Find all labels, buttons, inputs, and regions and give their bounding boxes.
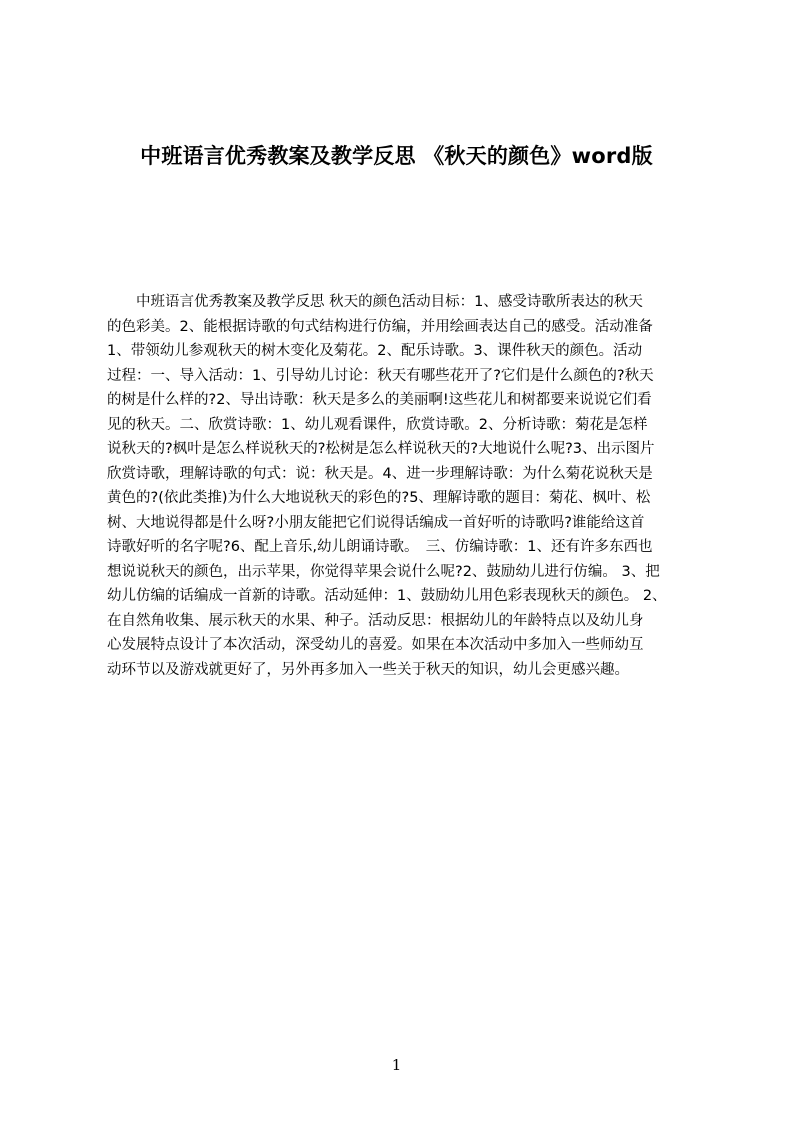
body-line: 在自然角收集、展示秋天的水果、种子。活动反思：根据幼儿的年龄特点以及幼儿身 bbox=[107, 612, 644, 629]
body-line: 黄色的?(依此类推)为什么大地说秋天的彩色的?5、理解诗歌的题目：菊花、枫叶、松 bbox=[107, 490, 651, 506]
body-line: 的树是什么样的?2、导出诗歌：秋天是多么的美丽啊!这些花儿和树都要来说说它们看 bbox=[107, 392, 652, 408]
body-line: 欣赏诗歌，理解诗歌的句式：说：秋天是。4、进一步理解诗歌：为什么菊花说秋天是 bbox=[107, 465, 653, 482]
body-line: 心发展特点设计了本次活动，深受幼儿的喜爱。如果在本次活动中多加入一些师幼互 bbox=[107, 637, 644, 653]
body-line: 过程：一、导入活动：1、引导幼儿讨论：秋天有哪些花开了?它们是什么颜色的?秋天 bbox=[107, 367, 654, 384]
body-line: 中班语言优秀教案及教学反思 秋天的颜色活动目标：1、感受诗歌所表达的秋天 bbox=[107, 294, 643, 310]
body-line: 见的秋天。二、欣赏诗歌：1、幼儿观看课件，欣赏诗歌。2、分析诗歌：菊花是怎样 bbox=[107, 416, 648, 433]
body-line: 动环节以及游戏就更好了，另外再多加入一些关于秋天的知识，幼儿会更感兴趣。 bbox=[107, 661, 629, 678]
body-line: 树、大地说得都是什么呀?小朋友能把它们说得话编成一首好听的诗歌吗?谁能给这首 bbox=[107, 514, 645, 531]
body-line: 1、带领幼儿参观秋天的树木变化及菊花。2、配乐诗歌。3、课件秋天的颜色。活动 bbox=[107, 343, 643, 359]
document-body bbox=[107, 290, 697, 682]
body-line: 的色彩美。2、能根据诗歌的句式结构进行仿编，并用绘画表达自己的感受。活动准备 bbox=[107, 318, 653, 335]
page-number: 1 bbox=[391, 1056, 402, 1074]
body-line: 想说说秋天的颜色，出示苹果，你觉得苹果会说什么呢?2、鼓励幼儿进行仿编。 3、把 bbox=[107, 563, 660, 580]
body-line: 诗歌好听的名字呢?6、配上音乐,幼儿朗诵诗歌。 三、仿编诗歌：1、还有许多东西也 bbox=[107, 539, 653, 555]
body-line: 幼儿仿编的话编成一首新的诗歌。活动延伸：1、鼓励幼儿用色彩表现秋天的颜色。 2、 bbox=[107, 588, 667, 604]
body-line: 说秋天的?枫叶是怎么样说秋天的?松树是怎么样说秋天的?大地说什么呢?3、出示图片 bbox=[107, 441, 655, 457]
document-title: 中班语言优秀教案及教学反思 《秋天的颜色》word版 bbox=[140, 144, 653, 168]
